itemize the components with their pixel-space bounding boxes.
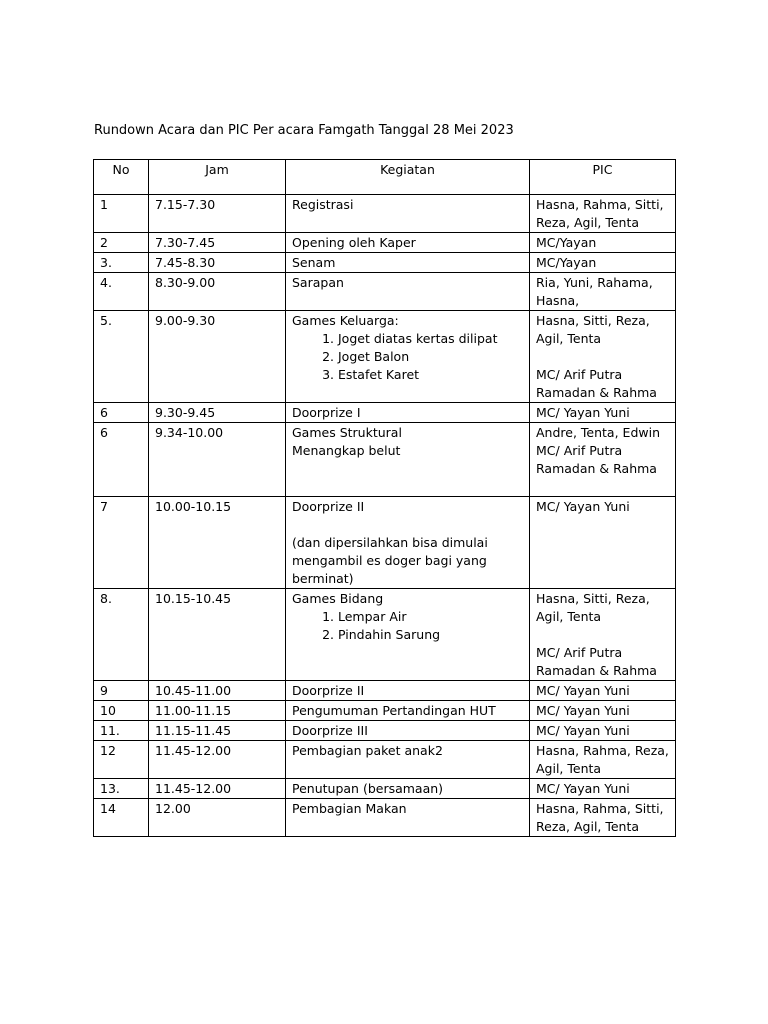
kegiatan-line: Games Keluarga: (292, 313, 399, 328)
cell-no: 10 (94, 701, 149, 721)
table-row (94, 799, 676, 837)
cell-jam: 7.45-8.30 (149, 253, 286, 273)
cell-pic (530, 799, 676, 837)
pic-line: MC/ Yayan Yuni (536, 683, 630, 698)
table-row (94, 253, 676, 273)
cell-pic (530, 403, 676, 423)
kegiatan-note-line: berminat) (292, 571, 354, 586)
cell-jam: 9.30-9.45 (149, 403, 286, 423)
pic-line: MC/ Yayan Yuni (536, 703, 630, 718)
cell-no: 4. (94, 273, 149, 311)
cell-jam: 9.00-9.30 (149, 311, 286, 403)
table-row (94, 311, 676, 403)
cell-jam: 10.45-11.00 (149, 681, 286, 701)
kegiatan-line: Pengumuman Pertandingan HUT (292, 703, 496, 718)
pic-line: MC/ Yayan Yuni (536, 781, 630, 796)
pic-line: Hasna, Rahma, Sitti, (536, 197, 664, 212)
kegiatan-sub-item: 1. Joget diatas kertas dilipat (338, 330, 523, 348)
kegiatan-line: Doorprize II (292, 499, 365, 514)
cell-kegiatan (286, 253, 530, 273)
cell-pic (530, 741, 676, 779)
pic-line: Ria, Yuni, Rahama, (536, 275, 653, 290)
pic-line: Reza, Agil, Tenta (536, 215, 640, 230)
table-row (94, 741, 676, 779)
table-row (94, 779, 676, 799)
pic-line: Ramadan & Rahma (536, 385, 657, 400)
pic-line: MC/ Arif Putra (536, 443, 623, 458)
cell-no: 7 (94, 497, 149, 589)
pic-line: Agil, Tenta (536, 761, 602, 776)
cell-no: 14 (94, 799, 149, 837)
cell-kegiatan (286, 589, 530, 681)
kegiatan-sub-item: 2. Pindahin Sarung (338, 626, 523, 644)
cell-kegiatan (286, 233, 530, 253)
cell-kegiatan (286, 799, 530, 837)
table-row (94, 233, 676, 253)
kegiatan-line: Senam (292, 255, 336, 270)
cell-pic (530, 423, 676, 497)
table-row (94, 403, 676, 423)
cell-no: 2 (94, 233, 149, 253)
pic-line: Hasna, Rahma, Sitti, (536, 801, 664, 816)
cell-kegiatan (286, 701, 530, 721)
pic-line: Agil, Tenta (536, 609, 602, 624)
table-row (94, 721, 676, 741)
pic-line: Agil, Tenta (536, 331, 602, 346)
cell-jam: 12.00 (149, 799, 286, 837)
cell-pic (530, 195, 676, 233)
cell-pic (530, 497, 676, 589)
pic-line: MC/ Yayan Yuni (536, 499, 630, 514)
kegiatan-sub-item: 3. Estafet Karet (338, 366, 523, 384)
kegiatan-sub-list (292, 608, 523, 644)
cell-kegiatan (286, 423, 530, 497)
kegiatan-line: Penutupan (bersamaan) (292, 781, 444, 796)
cell-no: 3. (94, 253, 149, 273)
cell-jam: 9.34-10.00 (149, 423, 286, 497)
pic-line: MC/Yayan (536, 235, 597, 250)
kegiatan-line: Doorprize III (292, 723, 368, 738)
pic-line: MC/ Arif Putra (536, 645, 623, 660)
cell-pic (530, 681, 676, 701)
cell-pic (530, 253, 676, 273)
cell-kegiatan (286, 779, 530, 799)
cell-no: 6 (94, 403, 149, 423)
kegiatan-note-line: (dan dipersilahkan bisa dimulai (292, 535, 488, 550)
cell-kegiatan (286, 497, 530, 589)
cell-pic (530, 701, 676, 721)
cell-no: 5. (94, 311, 149, 403)
pic-line: MC/ Yayan Yuni (536, 405, 630, 420)
cell-pic (530, 721, 676, 741)
document-title: Rundown Acara dan PIC Per acara Famgath Tanggal 28 Mei 2023 (94, 123, 514, 138)
cell-no: 9 (94, 681, 149, 701)
table-row (94, 497, 676, 589)
cell-no: 13. (94, 779, 149, 799)
table-row (94, 701, 676, 721)
cell-kegiatan (286, 681, 530, 701)
cell-jam: 10.15-10.45 (149, 589, 286, 681)
table-body (94, 195, 676, 837)
cell-jam: 7.15-7.30 (149, 195, 286, 233)
kegiatan-line: Games Struktural (292, 425, 402, 440)
pic-line: Hasna, Sitti, Reza, (536, 313, 650, 328)
cell-jam: 11.45-12.00 (149, 779, 286, 799)
cell-pic (530, 589, 676, 681)
table-row (94, 681, 676, 701)
table-header-row (94, 160, 676, 195)
kegiatan-sub-list (292, 330, 523, 384)
cell-pic (530, 273, 676, 311)
cell-no: 11. (94, 721, 149, 741)
cell-no: 12 (94, 741, 149, 779)
pic-line: Ramadan & Rahma (536, 663, 657, 678)
cell-kegiatan (286, 195, 530, 233)
cell-pic (530, 311, 676, 403)
kegiatan-line: Menangkap belut (292, 443, 401, 458)
cell-kegiatan (286, 403, 530, 423)
cell-kegiatan (286, 311, 530, 403)
pic-line: Hasna, (536, 293, 580, 308)
cell-no: 8. (94, 589, 149, 681)
pic-line: Andre, Tenta, Edwin (536, 425, 660, 440)
kegiatan-line: Games Bidang (292, 591, 384, 606)
header-pic: PIC (530, 160, 676, 195)
table-row (94, 423, 676, 497)
kegiatan-line: Registrasi (292, 197, 354, 212)
kegiatan-line: Pembagian Makan (292, 801, 407, 816)
cell-kegiatan (286, 721, 530, 741)
pic-line: MC/ Yayan Yuni (536, 723, 630, 738)
pic-line: Hasna, Rahma, Reza, (536, 743, 669, 758)
cell-pic (530, 233, 676, 253)
kegiatan-line: Sarapan (292, 275, 344, 290)
cell-pic (530, 779, 676, 799)
cell-jam: 11.00-11.15 (149, 701, 286, 721)
cell-kegiatan (286, 741, 530, 779)
table-row (94, 589, 676, 681)
cell-kegiatan (286, 273, 530, 311)
kegiatan-sub-item: 1. Lempar Air (338, 608, 523, 626)
kegiatan-line: Doorprize I (292, 405, 361, 420)
cell-jam: 11.45-12.00 (149, 741, 286, 779)
cell-jam: 8.30-9.00 (149, 273, 286, 311)
header-no: No (94, 160, 149, 195)
pic-line: MC/ Arif Putra (536, 367, 623, 382)
kegiatan-line: Pembagian paket anak2 (292, 743, 443, 758)
cell-jam: 7.30-7.45 (149, 233, 286, 253)
header-jam: Jam (149, 160, 286, 195)
pic-line: Reza, Agil, Tenta (536, 819, 640, 834)
kegiatan-note-line: mengambil es doger bagi yang (292, 553, 487, 568)
cell-no: 6 (94, 423, 149, 497)
kegiatan-sub-item: 2. Joget Balon (338, 348, 523, 366)
kegiatan-line: Doorprize II (292, 683, 365, 698)
table-row (94, 195, 676, 233)
pic-line: Ramadan & Rahma (536, 461, 657, 476)
kegiatan-line: Opening oleh Kaper (292, 235, 416, 250)
pic-line: MC/Yayan (536, 255, 597, 270)
cell-jam: 11.15-11.45 (149, 721, 286, 741)
cell-no: 1 (94, 195, 149, 233)
pic-line: Hasna, Sitti, Reza, (536, 591, 650, 606)
cell-jam: 10.00-10.15 (149, 497, 286, 589)
table-row (94, 273, 676, 311)
header-kegiatan: Kegiatan (286, 160, 530, 195)
rundown-table (93, 159, 676, 837)
